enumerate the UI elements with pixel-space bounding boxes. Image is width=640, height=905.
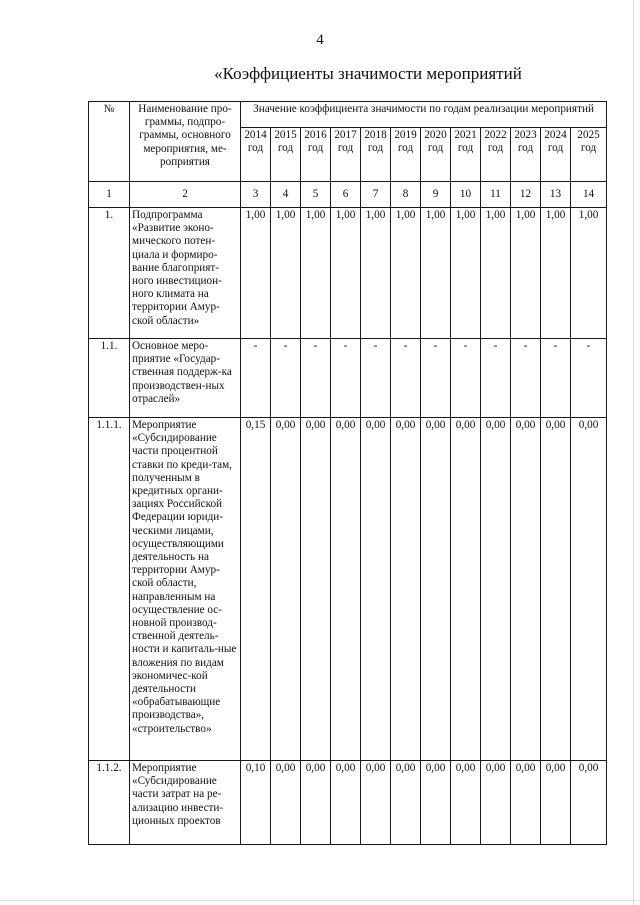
value-cell: 0,00	[391, 418, 421, 761]
value-cell: 1,00	[331, 208, 361, 339]
year-header	[361, 128, 391, 182]
year-unit: год	[547, 141, 564, 154]
year-unit: год	[427, 141, 444, 154]
row-number: 1.	[89, 208, 130, 339]
year-header	[511, 128, 541, 182]
year-header	[331, 128, 361, 182]
value-cell: 1,00	[241, 208, 271, 339]
column-index-cell: 12	[511, 182, 541, 208]
value-cell: 0,00	[571, 418, 607, 761]
year-unit: год	[367, 141, 384, 154]
value-cell: -	[571, 339, 607, 418]
year-unit: год	[337, 141, 354, 154]
year-header	[541, 128, 571, 182]
value-cell: 1,00	[481, 208, 511, 339]
value-cell: -	[241, 339, 271, 418]
year-unit: год	[307, 141, 324, 154]
value-cell: 1,00	[271, 208, 301, 339]
year-header	[271, 128, 301, 182]
year-header	[451, 128, 481, 182]
year-label: 2014	[244, 129, 267, 141]
value-cell: 0,00	[451, 418, 481, 761]
year-header	[391, 128, 421, 182]
value-cell: -	[301, 339, 331, 418]
column-index-cell: 9	[421, 182, 451, 208]
value-cell: 0,00	[541, 418, 571, 761]
column-index-cell: 1	[89, 182, 130, 208]
table-row	[89, 418, 607, 761]
value-cell: 1,00	[511, 208, 541, 339]
value-cell: 1,00	[361, 208, 391, 339]
value-cell: 0,00	[271, 418, 301, 761]
header-name: Наименование про-граммы, подпро-граммы, основного мероприятия, ме-роприятия	[130, 102, 241, 182]
page-edge	[633, 0, 634, 905]
value-cell: 1,00	[541, 208, 571, 339]
table-row	[89, 208, 607, 339]
year-header	[481, 128, 511, 182]
year-label: 2018	[364, 129, 387, 141]
column-index-cell: 4	[271, 182, 301, 208]
year-label: 2025	[577, 129, 600, 141]
row-name: Мероприятие «Субсидирование части затрат на ре-ализацию инвести-ционных проектов	[130, 761, 241, 845]
value-cell: 0,00	[511, 761, 541, 845]
page-edge-bottom	[0, 900, 640, 901]
value-cell: 1,00	[571, 208, 607, 339]
year-header	[301, 128, 331, 182]
row-name: Подпрограмма «Развитие эконо-мического потен-циала и формиро-вание благоприят-ного инвестицион-ного климата на территории Амур-ской области»	[130, 208, 241, 339]
year-unit: год	[397, 141, 414, 154]
year-label: 2015	[274, 129, 297, 141]
year-header	[571, 128, 607, 182]
column-index-row	[89, 182, 607, 208]
row-name: Основное меро-приятие «Государ-ственная поддерж-ка производствен-ных отраслей»	[130, 339, 241, 418]
value-cell: -	[421, 339, 451, 418]
column-index-cell: 11	[481, 182, 511, 208]
value-cell: 0,00	[541, 761, 571, 845]
value-cell: 0,00	[331, 418, 361, 761]
value-cell: -	[361, 339, 391, 418]
value-cell: -	[331, 339, 361, 418]
value-cell: 0,00	[301, 761, 331, 845]
column-index-cell: 13	[541, 182, 571, 208]
value-cell: 0,00	[421, 761, 451, 845]
value-cell: 0,00	[301, 418, 331, 761]
column-index-cell: 6	[331, 182, 361, 208]
value-cell: 0,00	[331, 761, 361, 845]
row-number: 1.1.2.	[89, 761, 130, 845]
page-number: 4	[316, 32, 324, 48]
column-index-cell: 8	[391, 182, 421, 208]
value-cell: 0,10	[241, 761, 271, 845]
coefficients-table	[88, 101, 607, 845]
table-row	[89, 761, 607, 845]
value-cell: 0,00	[571, 761, 607, 845]
table-row	[89, 339, 607, 418]
value-cell: 1,00	[451, 208, 481, 339]
column-index-cell: 3	[241, 182, 271, 208]
value-cell: 0,00	[271, 761, 301, 845]
value-cell: 1,00	[391, 208, 421, 339]
year-header	[421, 128, 451, 182]
year-label: 2016	[304, 129, 327, 141]
column-index-cell: 5	[301, 182, 331, 208]
value-cell: 0,00	[481, 418, 511, 761]
value-cell: -	[511, 339, 541, 418]
year-header	[241, 128, 271, 182]
value-cell: 0,00	[361, 761, 391, 845]
year-unit: год	[580, 141, 597, 154]
header-number: №	[89, 102, 130, 182]
value-cell: -	[451, 339, 481, 418]
value-cell: 0,00	[361, 418, 391, 761]
value-cell: 1,00	[301, 208, 331, 339]
value-cell: 0,00	[511, 418, 541, 761]
header-value-group: Значение коэффициента значимости по годам реализации мероприятий	[241, 102, 607, 128]
value-cell: 0,00	[421, 418, 451, 761]
value-cell: -	[391, 339, 421, 418]
year-unit: год	[247, 141, 264, 154]
value-cell: -	[271, 339, 301, 418]
year-label: 2019	[394, 129, 417, 141]
value-cell: 1,00	[421, 208, 451, 339]
year-unit: год	[487, 141, 504, 154]
year-unit: год	[517, 141, 534, 154]
document-title: «Коэффициенты значимости мероприятий	[214, 64, 522, 83]
value-cell: 0,00	[481, 761, 511, 845]
year-label: 2017	[334, 129, 357, 141]
year-label: 2023	[514, 129, 537, 141]
year-label: 2024	[544, 129, 567, 141]
row-number: 1.1.	[89, 339, 130, 418]
year-label: 2022	[484, 129, 507, 141]
value-cell: 0,00	[451, 761, 481, 845]
year-label: 2021	[454, 129, 477, 141]
year-unit: год	[277, 141, 294, 154]
row-name: Мероприятие «Субсидирование части процентной ставки по креди-там, полученным в кредитных органи-зациях Российской Федерации юриди-ческими лицами, осуществляющими деятельность на территории Амур-ской области, направленным на осуществление ос-новной производ-ственной деятель-ности и капиталь-ные вложения по видам экономичес-кой деятельности «обрабатывающие производства», «строительство»	[130, 418, 241, 761]
value-cell: 0,15	[241, 418, 271, 761]
year-unit: год	[457, 141, 474, 154]
value-cell: 0,00	[391, 761, 421, 845]
column-index-cell: 10	[451, 182, 481, 208]
value-cell: -	[481, 339, 511, 418]
column-index-cell: 2	[130, 182, 241, 208]
value-cell: -	[541, 339, 571, 418]
column-index-cell: 14	[571, 182, 607, 208]
year-label: 2020	[424, 129, 447, 141]
column-index-cell: 7	[361, 182, 391, 208]
row-number: 1.1.1.	[89, 418, 130, 761]
